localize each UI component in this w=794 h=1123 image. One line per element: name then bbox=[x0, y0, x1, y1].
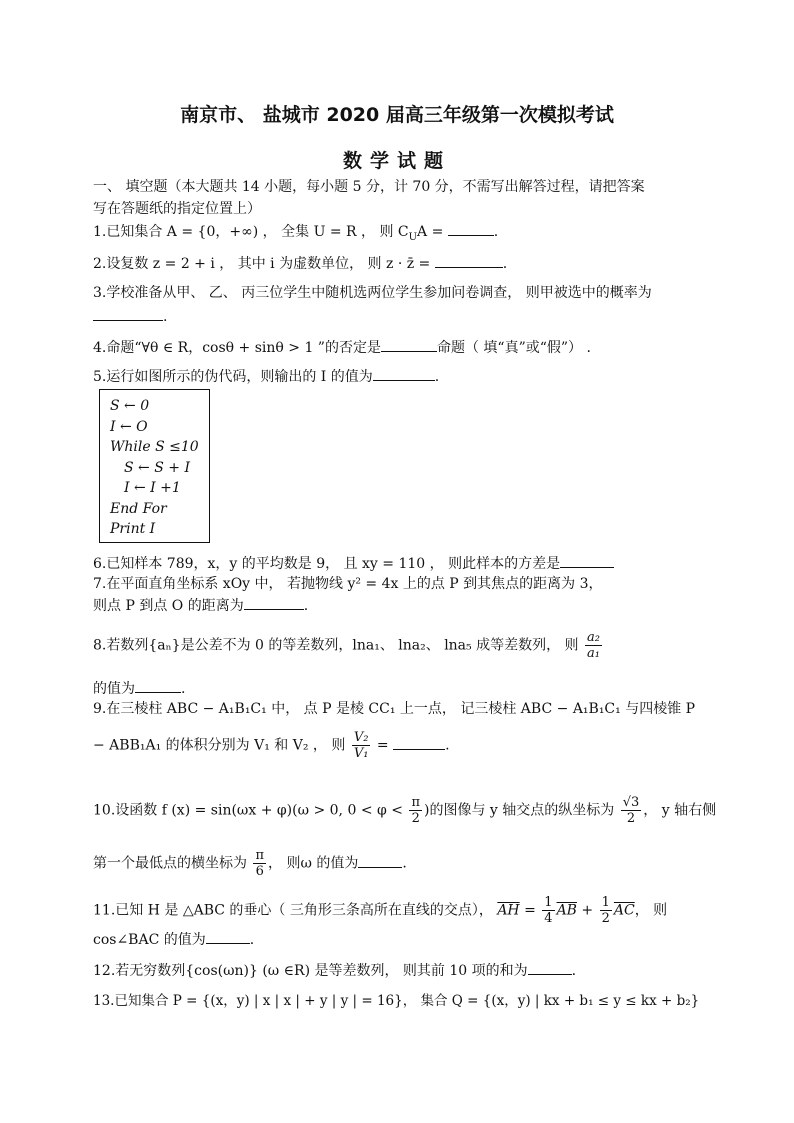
question-10-text2: 第一个最低点的横坐标为 bbox=[93, 855, 247, 872]
question-11-tail: . bbox=[249, 932, 255, 948]
fraction-numerator: π bbox=[255, 848, 264, 863]
question-11-text-b: ， 则 bbox=[634, 902, 668, 919]
fraction-numerator: 1 bbox=[544, 895, 553, 910]
question-1-tail: A = bbox=[417, 224, 444, 240]
question-4 bbox=[93, 337, 591, 358]
vector-ab: $\overline{AB}$ bbox=[556, 902, 577, 919]
question-8-line2 bbox=[93, 678, 185, 699]
answer-blank[interactable] bbox=[560, 553, 614, 568]
fraction-denominator: V₁ bbox=[353, 746, 369, 761]
fraction bbox=[621, 795, 642, 826]
fraction-denominator: 2 bbox=[626, 811, 636, 826]
answer-blank[interactable] bbox=[93, 306, 163, 321]
fraction bbox=[542, 895, 554, 926]
question-10-text: 10.设函数 f (x) = sin(ωx + φ)(ω > 0, 0 < φ < bbox=[93, 802, 403, 819]
code-line: I ← O bbox=[110, 418, 148, 435]
exam-subtitle: 数学试题 bbox=[342, 150, 451, 172]
question-7-text2: 则点 P 到点 O 的距离为 bbox=[93, 598, 244, 614]
question-9-tail: . bbox=[445, 737, 450, 754]
question-8-text2: 的值为 bbox=[93, 681, 135, 697]
question-3-text: 3.学校准备从甲、 乙、 丙三位学生中随机选两位学生参加问卷调查， 则甲被选中的概率为 bbox=[93, 285, 652, 301]
question-9-text2: − ABB₁A₁ 的体积分别为 V₁ 和 V₂ ， 则 bbox=[93, 737, 346, 754]
answer-blank[interactable] bbox=[358, 853, 402, 868]
fraction-denominator: a₁ bbox=[587, 646, 600, 661]
question-1-text: 1.已知集合 A = {0，+∞) ， 全集 U = R ， 则 C bbox=[93, 224, 409, 240]
question-11-text: 11.已知 H 是 △ABC 的垂心（ 三角形三条高所在直线的交点）， bbox=[93, 902, 498, 919]
vector-ac: $\overline{AC}$ bbox=[613, 902, 635, 919]
fraction bbox=[585, 630, 602, 661]
answer-blank[interactable] bbox=[435, 253, 503, 268]
fraction-numerator: a₂ bbox=[587, 630, 600, 645]
question-11-text2: cos∠BAC 的值为 bbox=[93, 932, 206, 948]
answer-blank[interactable] bbox=[381, 337, 437, 352]
plus-sign: + bbox=[581, 902, 594, 919]
question-3 bbox=[93, 283, 652, 303]
answer-blank[interactable] bbox=[135, 678, 181, 693]
code-line: S ← 0 bbox=[110, 398, 150, 414]
question-13 bbox=[93, 991, 699, 1011]
question-5-text: 5.运行如图所示的伪代码，则输出的 I 的值为 bbox=[93, 369, 373, 385]
question-2: 2.设复数 z = 2 + i ， 其中 i 为虚数单位， 则 z · z̄ = . bbox=[93, 253, 507, 274]
question-12-text: 12.若无穷数列{cos(ωn)} (ω ∈R) 是等差数列， 则其前 10 项的和为 bbox=[93, 963, 528, 979]
question-10 bbox=[93, 795, 716, 826]
answer-blank[interactable] bbox=[528, 960, 572, 975]
question-7-tail: . bbox=[303, 598, 309, 614]
question-2-text: 2.设复数 z = 2 + i ， 其中 i 为虚数单位， 则 z · z̄ = bbox=[93, 256, 431, 272]
fraction-numerator: √3 bbox=[622, 795, 640, 810]
question-1: 1.已知集合 A = {0，+∞) ， 全集 U = R ， 则 $C_UA$ = . bbox=[93, 221, 498, 248]
question-9-text: 9.在三棱柱 ABC − A₁B₁C₁ 中， 点 P 是棱 CC₁ 上一点， 记三棱柱 ABC − A₁B₁C₁ 与四棱锥 P bbox=[93, 701, 696, 717]
code-line: S ← S + I bbox=[124, 459, 190, 476]
question-10-text-b: )的图像与 y 轴交点的纵坐标为 bbox=[423, 802, 615, 819]
question-11-line2 bbox=[93, 929, 254, 950]
question-8 bbox=[93, 630, 604, 661]
equals-sign: = bbox=[524, 902, 536, 919]
fraction bbox=[253, 848, 266, 879]
fraction-numerator: V₂ bbox=[353, 730, 369, 745]
question-4-tail: 命题（ 填“真”或“假”） . bbox=[436, 340, 591, 356]
question-5 bbox=[93, 366, 439, 387]
question-6-text: 6.已知样本 789，x，y 的平均数是 9， 且 xy = 110 ， 则此样本的方差是 bbox=[93, 556, 561, 572]
question-12-tail: . bbox=[571, 963, 577, 979]
section-instructions-line1: 一、 填空题（本大题共 14 小题，每小题 5 分，计 70 分，不需写出解答过程，请把答案 bbox=[93, 179, 645, 195]
answer-blank[interactable] bbox=[393, 735, 445, 750]
question-8-tail: . bbox=[181, 681, 186, 697]
question-9 bbox=[93, 699, 695, 719]
question-5-tail: . bbox=[434, 369, 440, 385]
equals-sign: = bbox=[376, 737, 389, 754]
code-line: Print I bbox=[110, 521, 156, 537]
question-3-answer-line: . bbox=[93, 306, 167, 327]
question-10-text2-b: ， 则ω 的值为 bbox=[268, 855, 359, 872]
section-instructions-line2: 写在答题纸的指定位置上） bbox=[93, 201, 261, 217]
fraction bbox=[409, 795, 422, 826]
question-7 bbox=[93, 574, 603, 594]
exam-title: 南京市、 盐城市 2020 届高三年级第一次模拟考试 bbox=[180, 104, 614, 126]
question-7-line2 bbox=[93, 595, 308, 616]
code-line: I ← I +1 bbox=[124, 480, 181, 496]
fraction-denominator: 4 bbox=[544, 911, 553, 926]
pseudocode-box bbox=[99, 389, 210, 543]
question-8-text: 8.若数列{aₙ}是公差不为 0 的等差数列，lna₁、 lna₂、 lna₅ 成等差数列， 则 bbox=[93, 637, 579, 654]
question-10-tail: . bbox=[402, 855, 407, 872]
question-12 bbox=[93, 960, 576, 981]
question-6 bbox=[93, 553, 614, 574]
code-line: End For bbox=[110, 500, 167, 517]
fraction-numerator: π bbox=[411, 795, 420, 810]
question-1-sub: U bbox=[408, 231, 418, 243]
answer-blank[interactable] bbox=[244, 595, 304, 610]
fraction-denominator: 6 bbox=[255, 864, 264, 879]
code-line: While S ≤10 bbox=[110, 439, 199, 455]
question-10-line2 bbox=[93, 848, 407, 879]
answer-blank[interactable] bbox=[206, 929, 250, 944]
question-11 bbox=[93, 895, 667, 926]
answer-blank[interactable] bbox=[448, 221, 494, 236]
question-4-text: 4.命题“∀θ ∈ R，cosθ + sinθ > 1 ”的否定是 bbox=[93, 340, 381, 356]
fraction-denominator: 2 bbox=[411, 811, 420, 826]
fraction-numerator: 1 bbox=[601, 895, 610, 910]
question-13-text: 13.已知集合 P = {(x，y) | x | x | + y | y | = 16}， 集合 Q = {(x，y) | kx + b₁ ≤ y ≤ kx + b₂} bbox=[93, 993, 700, 1009]
question-7-text: 7.在平面直角坐标系 xOy 中， 若抛物线 y² = 4x 上的点 P 到其焦点的距离为 3， bbox=[93, 576, 603, 592]
answer-blank[interactable] bbox=[373, 366, 435, 381]
fraction-denominator: 2 bbox=[601, 911, 610, 926]
question-9-line2 bbox=[93, 730, 450, 761]
fraction bbox=[600, 895, 612, 926]
vector-ah: $\overline{AH}$ bbox=[497, 902, 520, 919]
fraction bbox=[352, 730, 371, 761]
question-10-text-c: ， y 轴右侧 bbox=[643, 802, 717, 819]
